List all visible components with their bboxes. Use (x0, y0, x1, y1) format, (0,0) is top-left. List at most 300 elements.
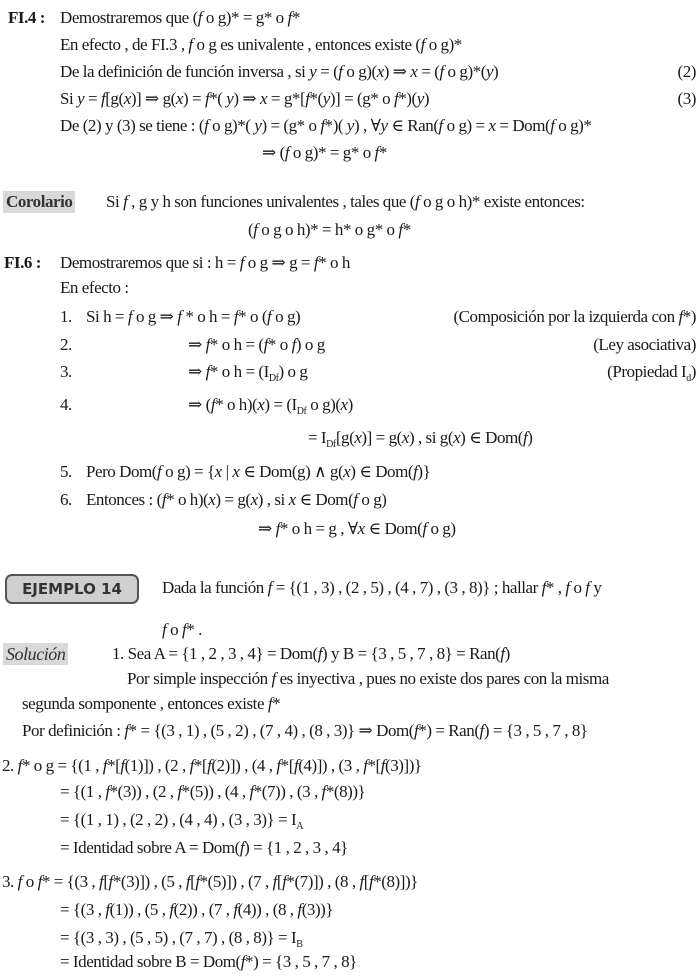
math-variable: x (214, 462, 222, 481)
math-variable: x (257, 395, 265, 414)
text-run: (4)]) , (3 , (298, 756, 364, 775)
text-run: * o h = ( (209, 335, 264, 354)
text-run: ) o g (295, 335, 325, 354)
math-variable: y (416, 89, 424, 108)
text-run: [ (103, 872, 109, 891)
math-variable: f (177, 782, 182, 801)
math-variable: y (380, 116, 388, 135)
math-variable: f (368, 872, 374, 891)
math-variable: f (393, 89, 399, 108)
text-run: )] = (g* o (329, 89, 394, 108)
fi4-conclusion (262, 142, 387, 164)
text-run: 1. Sea A = {1 , 2 , 3 , 4} = Dom( (112, 644, 318, 663)
text-run: En efecto : (60, 278, 129, 297)
text-run: ) = (I (264, 395, 297, 414)
text-run: (1)]) , (2 , (124, 756, 190, 775)
text-run: = Identidad sobre B = Dom( (60, 952, 241, 971)
text-run: * = {(3 , 1) , (5 , 2) , (7 , 4) , (8 , 3)} ⇒ Dom( (128, 721, 415, 740)
text-run: | (221, 462, 233, 481)
math-variable: x (488, 116, 496, 135)
math-variable: f (398, 220, 403, 239)
text-run: * (291, 8, 300, 27)
text-run: Entonces : ( (86, 490, 162, 509)
math-variable: x (357, 519, 365, 538)
text-run: o g) (357, 490, 387, 509)
equation-number: (2) (677, 62, 696, 81)
text-run: (Ley asociativa) (593, 335, 696, 354)
text-run: * (402, 220, 411, 239)
step-number: 5. (60, 462, 72, 481)
text-run: ) = (g* o (261, 116, 321, 135)
solution-line (60, 809, 303, 838)
math-variable: y (485, 62, 494, 81)
text-run: *(8)])} (373, 872, 418, 891)
text-run: , g y h son funciones univalentes , tales que ( (127, 192, 415, 211)
text-run: [g( (335, 428, 355, 447)
text-run: * o g = {(1 , (21, 756, 103, 775)
example-statement (162, 577, 601, 599)
math-variable: x (260, 89, 268, 108)
text-run: ∈ Dom( (364, 519, 423, 538)
math-variable: f (267, 578, 272, 597)
solution-line (60, 951, 357, 973)
math-variable: f (291, 335, 296, 354)
math-variable: f (239, 838, 245, 857)
math-variable: f (305, 89, 310, 108)
math-variable: f (320, 116, 325, 135)
math-variable: y (322, 89, 330, 108)
step-text (188, 394, 353, 423)
text-run: *[ (280, 756, 294, 775)
text-run: ) = (183, 89, 205, 108)
math-variable: f (439, 62, 444, 81)
text-run: * o (267, 335, 292, 354)
math-variable: f (276, 756, 281, 775)
fi6-line (60, 252, 350, 274)
step-text (308, 427, 532, 456)
text-run: ⇒ ( (262, 143, 285, 162)
text-run: *[ (367, 756, 381, 775)
text-run: Por definición : (22, 721, 125, 740)
text-run: (2)]) , (4 , (211, 756, 277, 775)
text-run: 2. (2, 756, 18, 775)
math-variable: f (105, 782, 110, 801)
text-run: ⇒ ( (188, 395, 211, 414)
text-run: * . (186, 620, 202, 639)
text-run: *(3)]) , (5 , (112, 872, 186, 891)
text-run: = Identidad sobre A = Dom( (60, 838, 240, 857)
solution-line (127, 668, 609, 690)
solution-line (2, 871, 418, 893)
math-variable: f (100, 89, 106, 108)
math-variable: f (272, 872, 277, 891)
fi4-line (60, 61, 498, 83)
math-variable: f (161, 490, 167, 509)
text-run: (2)) , (7 , (173, 900, 234, 919)
text-run: [g( (105, 89, 124, 108)
text-run: = ( (417, 62, 440, 81)
text-run: ) ⇒ (233, 89, 261, 108)
text-run: *[ (107, 756, 121, 775)
step-text (86, 461, 430, 483)
text-run: ) , ∀ (354, 116, 381, 135)
math-variable: f (420, 35, 425, 54)
text-run: o g) = { (161, 462, 215, 481)
step-number: 1. (60, 307, 72, 326)
math-variable: f (157, 462, 162, 481)
math-variable: f (363, 756, 368, 775)
text-run: *(5)]) , (7 , (199, 872, 273, 891)
math-variable: f (169, 900, 174, 919)
solution-line (112, 643, 510, 665)
fi6-line (60, 277, 129, 299)
text-run: = {(3 , 3) , (5 , 5) , (7 , 7) , (8 , 8)} = I (60, 928, 297, 947)
subscript: Df (296, 406, 307, 417)
step-text (86, 306, 300, 328)
math-variable: f (353, 490, 358, 509)
text-run: Si (106, 192, 124, 211)
text-run: * o h)( (166, 490, 209, 509)
subscript: B (296, 939, 303, 950)
math-variable: f (271, 669, 276, 688)
subscript: Df (268, 373, 279, 384)
text-run: = (84, 89, 101, 108)
text-run: o g es univalente , entonces existe ( (192, 35, 421, 54)
text-run: *)( (398, 89, 417, 108)
text-run: * o ( (238, 307, 268, 326)
math-variable: f (123, 192, 128, 211)
text-run: )] ⇒ g( (130, 89, 176, 108)
math-variable: x (250, 490, 258, 509)
math-variable: x (340, 395, 348, 414)
math-variable: f (240, 952, 246, 971)
text-run: ) ∈ Dom( (460, 428, 523, 447)
math-variable: f (522, 428, 528, 447)
step-text (86, 489, 387, 511)
math-variable: f (317, 644, 323, 663)
math-variable: f (275, 519, 280, 538)
math-variable: f (267, 307, 272, 326)
text-run: (Composición por la izquierda con (453, 307, 679, 326)
text-run: ⇒ (188, 335, 206, 354)
math-variable: f (380, 756, 386, 775)
text-run: = ( (316, 62, 339, 81)
text-run: o g) (426, 519, 456, 538)
fi4-line (60, 7, 300, 29)
math-variable: y (226, 89, 234, 108)
math-variable: x (410, 62, 418, 81)
text-run: o g)* = g* o (202, 8, 288, 27)
math-variable: f (127, 307, 133, 326)
math-variable: f (17, 872, 22, 891)
math-variable: x (343, 462, 351, 481)
text-run: o g) = (442, 116, 489, 135)
text-run: )] = g( (361, 428, 402, 447)
text-run: o g)( (306, 395, 341, 414)
text-run: * o h)( (215, 395, 258, 414)
math-variable: f (313, 253, 319, 272)
math-variable: f (293, 756, 299, 775)
text-run: ) , si (257, 490, 289, 509)
math-variable: f (102, 756, 108, 775)
text-run: ) ⇒ (383, 62, 411, 81)
text-run: * o h (318, 253, 350, 272)
math-variable: f (204, 89, 210, 108)
example-statement (162, 619, 202, 641)
math-variable: f (105, 900, 110, 919)
text-run: ⇒ (258, 519, 276, 538)
text-run: *(7)) , (3 , (253, 782, 322, 801)
solution-line (60, 837, 348, 859)
text-run: ) (527, 428, 533, 447)
math-variable: x (175, 89, 183, 108)
text-run: ) (493, 62, 499, 81)
text-run: *(7)]) , (8 , (286, 872, 360, 891)
text-run: *) (682, 307, 696, 326)
math-variable: f (99, 872, 104, 891)
text-run: ∈ Dom( (295, 490, 354, 509)
solution-line (60, 781, 365, 803)
subscript: Df (326, 439, 336, 450)
math-variable: f (197, 8, 203, 27)
math-variable: x (208, 490, 216, 509)
solution-label: Solución (3, 643, 68, 665)
text-run: o g o h)* = h* o g* o (257, 220, 399, 239)
math-variable: f (108, 872, 113, 891)
text-run: = g*[ (267, 89, 306, 108)
corolario-formula (248, 219, 411, 241)
text-run: Demostraremos que ( (60, 8, 198, 27)
text-run: o g ⇒ g = (243, 253, 314, 272)
step-note (607, 361, 696, 390)
math-variable: f (233, 900, 238, 919)
text-run: ) o g (278, 362, 308, 381)
math-variable: f (181, 620, 187, 639)
text-run: *(5)) , (4 , (181, 782, 250, 801)
math-variable: f (207, 756, 212, 775)
math-variable: f (284, 143, 290, 162)
math-variable: f (438, 116, 443, 135)
math-variable: f (263, 335, 268, 354)
math-variable: x (232, 462, 240, 481)
math-variable: x (288, 490, 296, 509)
math-variable: f (415, 192, 420, 211)
text-run: *( (309, 89, 323, 108)
step-text (188, 334, 325, 356)
math-variable: f (479, 721, 484, 740)
text-run: y (589, 578, 602, 597)
text-run: ) (423, 89, 430, 108)
text-run: = {(1 , 3) , (2 , 5) , (4 , 7) , (3 , 8)} ; hallar (271, 578, 542, 597)
text-run: [ (276, 872, 283, 891)
math-variable: y (254, 116, 262, 135)
text-run: * = {(3 , (41, 872, 100, 891)
solution-line (2, 755, 422, 777)
text-run: o g)( (342, 62, 377, 81)
fi4-line (60, 88, 429, 110)
text-run: o g ⇒ (132, 307, 178, 326)
text-run: o g)* (554, 116, 592, 135)
text-run: ) (690, 362, 696, 381)
text-run: o (21, 872, 38, 891)
text-run: o g o h)* existe entonces: (419, 192, 585, 211)
math-variable: f (185, 872, 191, 891)
text-run: ) (504, 644, 510, 663)
text-run: * (378, 143, 387, 162)
math-variable: f (177, 307, 182, 326)
text-run: *) = Ran( (418, 721, 480, 740)
step-number: 2. (60, 335, 72, 354)
step-note (453, 306, 696, 328)
example-badge: EJEMPLO 14 (5, 574, 139, 604)
fi4-line (60, 34, 462, 56)
solution-line (22, 720, 588, 742)
math-variable: f (195, 872, 200, 891)
text-run: *)( (324, 116, 347, 135)
math-variable: f (120, 756, 125, 775)
text-run: 3. (2, 872, 18, 891)
text-run: ) = g( (215, 490, 251, 509)
math-variable: f (204, 116, 209, 135)
text-run: * o h = g , ∀ (279, 519, 358, 538)
math-variable: f (282, 872, 287, 891)
math-variable: f (205, 335, 210, 354)
text-run: *(8))} (325, 782, 366, 801)
math-variable: f (297, 900, 302, 919)
math-variable: f (414, 721, 419, 740)
text-run: Si (60, 89, 78, 108)
text-run: ) , si g( (408, 428, 454, 447)
text-run: * , (545, 578, 566, 597)
text-run: Dada la función (162, 578, 268, 597)
math-variable: f (17, 756, 22, 775)
theorem-label-fi6: FI.6 : (4, 253, 41, 272)
text-run: De (2) y (3) se tiene : ( (60, 116, 205, 135)
math-variable: f (188, 35, 193, 54)
text-run: * (272, 694, 281, 713)
text-run: *[ (193, 756, 208, 775)
text-run: ∈ Ran( (387, 116, 439, 135)
text-run: (1)) , (5 , (109, 900, 170, 919)
math-variable: f (413, 462, 418, 481)
math-variable: x (354, 428, 362, 447)
text-run: )} (417, 462, 431, 481)
text-run: (Propiedad I (607, 362, 687, 381)
corolario-line (106, 191, 585, 213)
text-run: [ (363, 872, 369, 891)
step-text (188, 361, 307, 390)
theorem-label-fi4: FI.4 : (8, 8, 45, 27)
text-run: = {(3 , (60, 900, 106, 919)
math-variable: f (678, 307, 683, 326)
math-variable: f (338, 62, 343, 81)
text-run: = Dom( (495, 116, 551, 135)
math-variable: f (359, 872, 364, 891)
text-run: ( (248, 220, 254, 239)
math-variable: f (287, 8, 292, 27)
math-variable: f (124, 721, 129, 740)
math-variable: f (585, 578, 590, 597)
text-run: = {(1 , 1) , (2 , 2) , (4 , 4) , (3 , 3)} = I (60, 810, 297, 829)
corolario-label: Corolario (3, 191, 75, 213)
text-run: Pero Dom( (86, 462, 158, 481)
text-run: (3))} (301, 900, 334, 919)
text-run: segunda somponente , entonces existe (22, 694, 268, 713)
math-variable: f (541, 578, 546, 597)
text-run: ⇒ (188, 362, 206, 381)
subscript: d (686, 373, 691, 384)
text-run: * o h = (181, 307, 234, 326)
step-number: 3. (60, 362, 72, 381)
math-variable: f (500, 644, 505, 663)
equation-number: (3) (677, 89, 696, 108)
text-run: Por simple inspección (127, 669, 272, 688)
text-run: * o h = (I (209, 362, 269, 381)
math-variable: y (309, 62, 317, 81)
math-variable: f (189, 756, 194, 775)
math-variable: y (77, 89, 85, 108)
text-run: ) ∈ Dom( (350, 462, 414, 481)
math-variable: x (123, 89, 131, 108)
text-run: *(3)) , (2 , (109, 782, 178, 801)
text-run: es inyectiva , pues no existe dos pares con la misma (275, 669, 609, 688)
math-variable: f (550, 116, 555, 135)
math-variable: f (210, 395, 216, 414)
fi4-line (60, 115, 591, 137)
text-run: o g)* = g* o (289, 143, 375, 162)
math-variable: f (162, 620, 167, 639)
text-run: *( (209, 89, 227, 108)
text-run: Si h = (86, 307, 128, 326)
text-run: Demostraremos que si : h = (60, 253, 240, 272)
math-variable: f (233, 307, 239, 326)
text-run: *) = {3 , 5 , 7 , 8} (245, 952, 357, 971)
text-run: ∈ Dom(g) ∧ g( (239, 462, 344, 481)
step-number: 6. (60, 490, 72, 509)
text-run: o g) (271, 307, 301, 326)
text-run: En efecto , de FI.3 , (60, 35, 189, 54)
math-variable: x (376, 62, 384, 81)
text-run: De la definición de función inversa , si (60, 62, 310, 81)
text-run: ) (347, 395, 353, 414)
math-variable: f (374, 143, 379, 162)
text-run: o g)*( (443, 62, 486, 81)
step-text (258, 518, 456, 540)
math-variable: f (249, 782, 254, 801)
math-variable: y (346, 116, 355, 135)
text-run: o (569, 578, 586, 597)
math-variable: f (239, 253, 244, 272)
step-note (593, 334, 696, 356)
text-run: = {(1 , (60, 782, 106, 801)
math-variable: f (422, 519, 427, 538)
math-variable: f (321, 782, 326, 801)
text-run: ) y B = {3 , 5 , 7 , 8} = Ran( (322, 644, 501, 663)
math-variable: f (267, 694, 273, 713)
text-run: ) = {1 , 2 , 3 , 4} (244, 838, 348, 857)
math-variable: f (253, 220, 258, 239)
solution-line (60, 899, 333, 921)
text-run: (3)])} (385, 756, 422, 775)
solution-line (22, 693, 280, 715)
text-run: o g)*( (208, 116, 255, 135)
text-run: = I (308, 428, 327, 447)
step-number: 4. (60, 395, 72, 414)
math-variable: x (401, 428, 409, 447)
math-variable: f (37, 872, 42, 891)
text-run: o g)* (424, 35, 462, 54)
subscript: A (296, 821, 303, 832)
